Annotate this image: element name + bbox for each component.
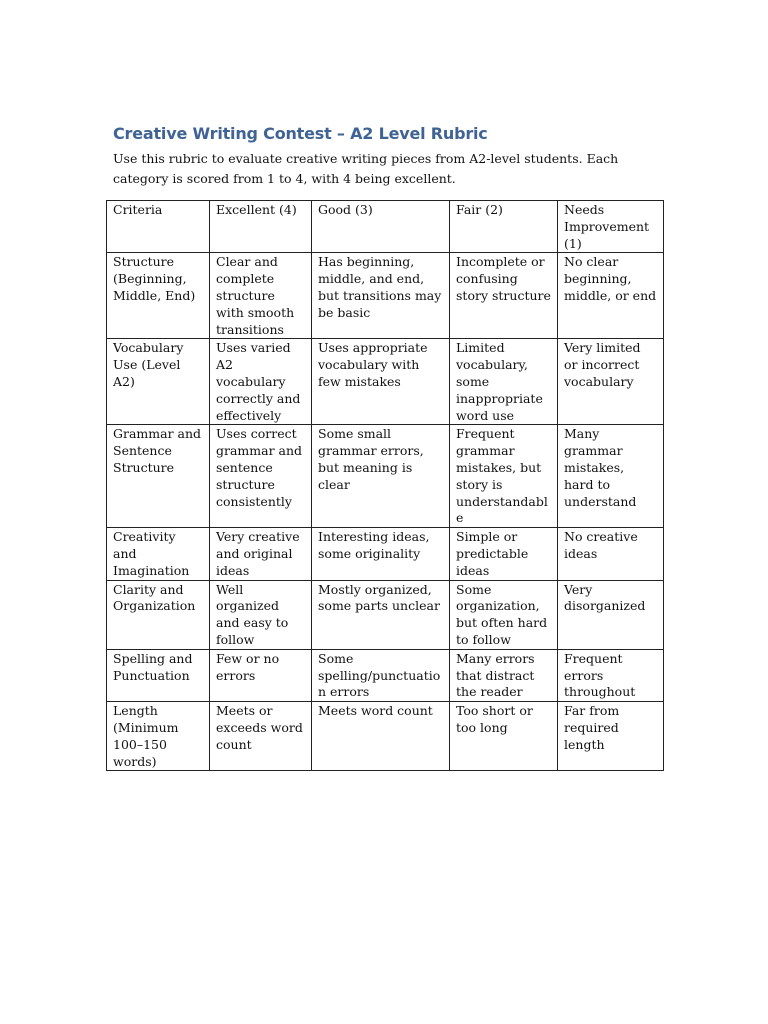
row-needs-improvement-cell: Frequent errors throughout <box>558 649 664 701</box>
row-criteria-cell: Vocabulary Use (Level A2) <box>107 339 210 425</box>
row-needs-improvement-cell: Far from required length <box>558 702 664 771</box>
row-fair-cell: Incomplete or confusing story structure <box>450 253 558 339</box>
table-row <box>107 649 664 701</box>
row-good-cell: Mostly organized, some parts unclear <box>312 580 450 649</box>
row-fair-cell: Some organization, but often hard to follow <box>450 580 558 649</box>
row-good-cell: Some spelling/punctuation errors <box>312 649 450 701</box>
header-criteria: Criteria <box>107 201 210 253</box>
header-needs-improvement: Needs Improvement (1) <box>558 201 664 253</box>
row-excellent-cell: Uses correct grammar and sentence structure consistently <box>210 425 312 528</box>
rubric-table <box>106 200 664 771</box>
header-fair: Fair (2) <box>450 201 558 253</box>
row-needs-improvement-cell: Very disorganized <box>558 580 664 649</box>
row-good-cell: Interesting ideas, some originality <box>312 528 450 580</box>
row-fair-cell: Limited vocabulary, some inappropriate word use <box>450 339 558 425</box>
row-fair-cell: Many errors that distract the reader <box>450 649 558 701</box>
row-needs-improvement-cell: No clear beginning, middle, or end <box>558 253 664 339</box>
row-good-cell: Meets word count <box>312 702 450 771</box>
table-row <box>107 253 664 339</box>
header-excellent: Excellent (4) <box>210 201 312 253</box>
row-good-cell: Some small grammar errors, but meaning is clear <box>312 425 450 528</box>
row-criteria-cell: Grammar and Sentence Structure <box>107 425 210 528</box>
row-criteria-cell: Clarity and Organization <box>107 580 210 649</box>
row-excellent-cell: Meets or exceeds word count <box>210 702 312 771</box>
table-row <box>107 425 664 528</box>
table-row <box>107 702 664 771</box>
row-fair-cell: Simple or predictable ideas <box>450 528 558 580</box>
row-excellent-cell: Few or no errors <box>210 649 312 701</box>
row-criteria-cell: Structure (Beginning, Middle, End) <box>107 253 210 339</box>
row-needs-improvement-cell: Very limited or incorrect vocabulary <box>558 339 664 425</box>
row-fair-cell: Frequent grammar mistakes, but story is understandable <box>450 425 558 528</box>
row-needs-improvement-cell: Many grammar mistakes, hard to understand <box>558 425 664 528</box>
table-row <box>107 580 664 649</box>
row-criteria-cell: Creativity and Imagination <box>107 528 210 580</box>
table-row <box>107 528 664 580</box>
document-title: Creative Writing Contest – A2 Level Rubric <box>113 124 488 143</box>
row-excellent-cell: Uses varied A2 vocabulary correctly and effectively <box>210 339 312 425</box>
row-needs-improvement-cell: No creative ideas <box>558 528 664 580</box>
row-good-cell: Uses appropriate vocabulary with few mistakes <box>312 339 450 425</box>
header-good: Good (3) <box>312 201 450 253</box>
table-header-row <box>107 201 664 253</box>
row-criteria-cell: Spelling and Punctuation <box>107 649 210 701</box>
row-fair-cell: Too short or too long <box>450 702 558 771</box>
table-row <box>107 339 664 425</box>
document-intro: Use this rubric to evaluate creative writing pieces from A2-level students. Each category is scored from 1 to 4, with 4 being excellent. <box>113 151 619 186</box>
row-excellent-cell: Well organized and easy to follow <box>210 580 312 649</box>
row-good-cell: Has beginning, middle, and end, but transitions may be basic <box>312 253 450 339</box>
row-excellent-cell: Clear and complete structure with smooth transitions <box>210 253 312 339</box>
row-excellent-cell: Very creative and original ideas <box>210 528 312 580</box>
row-criteria-cell: Length (Minimum 100–150 words) <box>107 702 210 771</box>
